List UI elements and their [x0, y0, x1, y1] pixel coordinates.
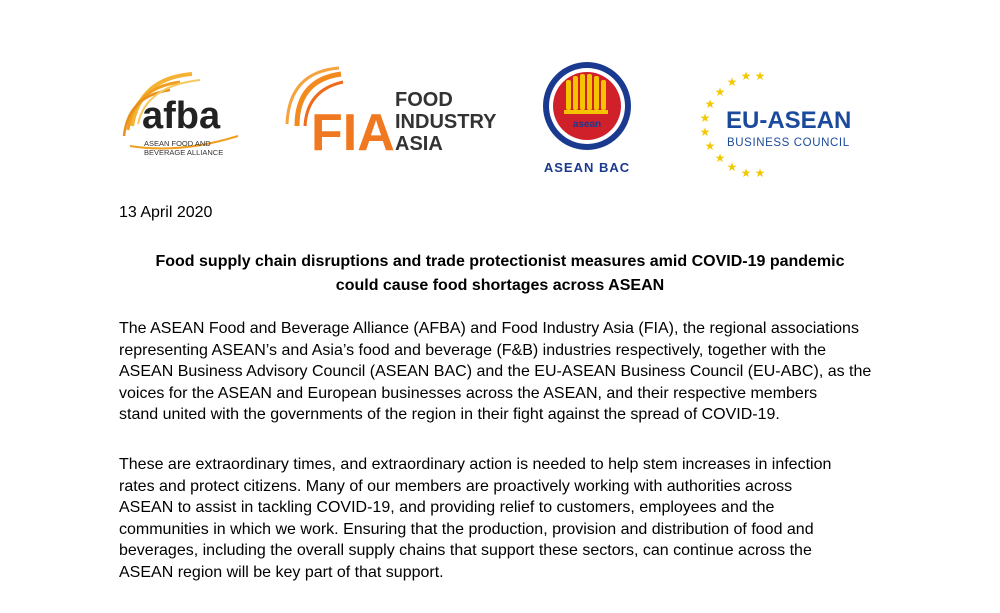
svg-text:★: ★: [726, 75, 738, 89]
paragraph-line: ASEAN region will be key part of that support.: [119, 563, 444, 581]
svg-text:★: ★: [704, 139, 716, 153]
svg-text:★: ★: [699, 111, 711, 125]
asean-bac-logo: [532, 58, 642, 178]
asean-bac-label: ASEAN BAC: [543, 160, 631, 175]
paragraph-line: representing ASEAN’s and Asia’s food and beverage (F&B) industries respectively, together with the: [119, 341, 827, 359]
svg-text:★: ★: [726, 160, 738, 174]
fia-logo: [283, 68, 497, 164]
fia-mark: FIA: [311, 104, 395, 162]
document-title: [110, 250, 890, 298]
paragraph-line: stand united with the governments of the region in their fight against the spread of COVID-19.: [119, 406, 780, 423]
eu-stars-icon: [696, 69, 881, 180]
paragraph-line: ASEAN to assist in tackling COVID-19, and providing relief to customers, employees and the: [119, 499, 775, 516]
svg-text:★: ★: [754, 69, 766, 83]
paragraph-line: The ASEAN Food and Beverage Alliance (AFBA) and Food Industry Asia (FIA), the regional associations: [119, 320, 859, 337]
fia-line-1: FOOD: [395, 89, 453, 111]
title-line: Food supply chain disruptions and trade protectionist measures amid COVID-19 pandemic: [155, 253, 845, 270]
title-line: could cause food shortages across ASEAN: [335, 277, 665, 294]
asean-emblem-icon: [532, 58, 642, 178]
svg-text:★: ★: [699, 125, 711, 139]
afba-tagline-2: BEVERAGE ALLIANCE: [144, 148, 224, 157]
eu-abc-subtitle: BUSINESS COUNCIL: [727, 137, 850, 149]
afba-swoosh-icon: [120, 66, 260, 166]
afba-wordmark: afba: [142, 95, 221, 137]
eu-abc-title: EU-ASEAN: [726, 107, 852, 134]
paragraph-line: rates and protect citizens. Many of our members are proactively working with authorities across: [119, 477, 793, 495]
fia-line-2: INDUSTRY: [395, 111, 497, 133]
svg-text:★: ★: [754, 166, 766, 180]
svg-text:★: ★: [714, 85, 726, 99]
eu-asean-business-council-logo: [696, 69, 881, 180]
paragraph-line: voices for the ASEAN and European businesses across the ASEAN, and their respective members: [119, 384, 818, 402]
svg-text:★: ★: [714, 151, 726, 165]
paragraph-1: [119, 318, 899, 426]
afba-logo: [120, 66, 260, 166]
asean-emblem-text: asean: [572, 119, 602, 130]
paragraph-line: These are extraordinary times, and extraordinary action is needed to help stem increases in infection: [119, 456, 832, 473]
paragraph-line: communities in which we work. Ensuring that the production, provision and distribution of food and: [119, 520, 814, 538]
paragraph-line: ASEAN Business Advisory Council (ASEAN BAC) and the EU-ASEAN Business Council (EU-ABC), as the: [119, 363, 872, 380]
svg-text:★: ★: [740, 69, 752, 83]
document-date: 13 April 2020: [119, 204, 213, 221]
svg-text:★: ★: [704, 97, 716, 111]
fia-arc-icon: [283, 68, 497, 164]
paragraph-line: beverages, including the overall supply chains that support these sectors, can continue across the: [119, 542, 812, 559]
svg-text:★: ★: [740, 166, 752, 180]
paragraph-2: [119, 454, 899, 583]
fia-line-3: ASIA: [395, 133, 443, 155]
afba-tagline-1: ASEAN FOOD AND: [144, 139, 211, 148]
